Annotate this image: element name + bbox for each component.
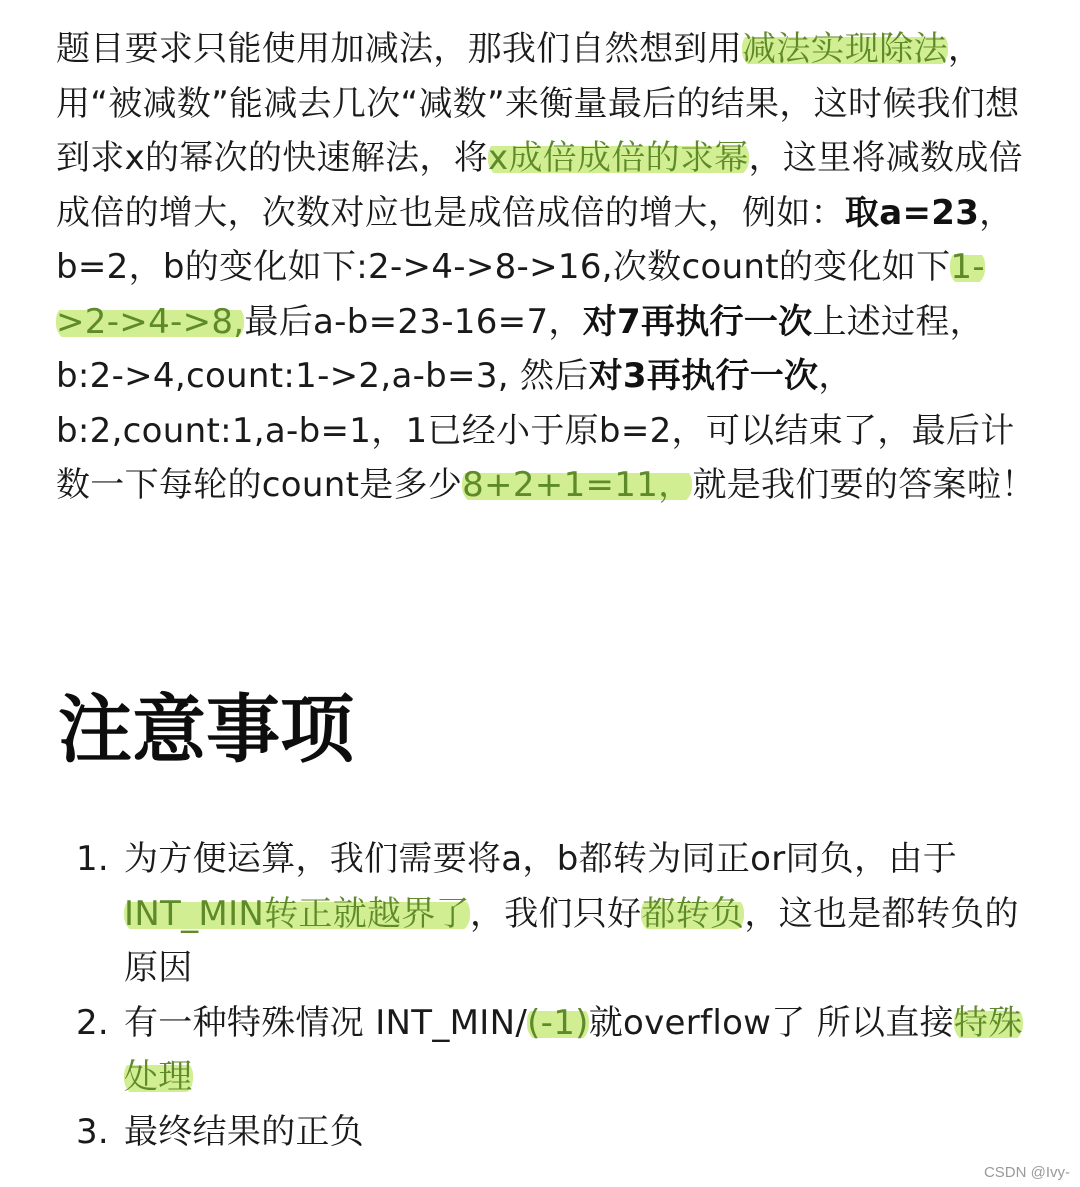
watermark: CSDN @Ivy-: [983, 1164, 1070, 1181]
list-item: [56, 1105, 1046, 1160]
list-number: 2.: [76, 1002, 110, 1043]
highlight-total-count: 8+2+1=11，: [462, 465, 693, 505]
text-segment: ，b=2，b的变化如下:2->4->8->16,次数count的变化如下: [56, 192, 1014, 287]
list-text: ，这也是都转负的原因: [124, 893, 1019, 988]
text-segment: ，用“被减数”能减去几次“减数”来衡量最后的结果，这时候我们想到求x的幂次的快速解法，将: [56, 29, 1020, 178]
bold-repeat-7: 对7再执行一次: [582, 301, 813, 342]
notes-list: [56, 832, 1046, 1159]
list-number: 3.: [76, 1111, 110, 1152]
highlight-all-negative: 都转负: [641, 893, 745, 934]
highlight-int-min-overflow: INT_MIN转正就越界了: [124, 893, 470, 934]
text-segment: ，这里将减数成倍成倍的增大，次数对应也是成倍成倍的增大，例如：: [56, 138, 1023, 233]
list-text: ，我们只好: [469, 893, 642, 934]
list-number: 1.: [76, 839, 110, 879]
highlight-special-handling: 特殊处理: [124, 1002, 1023, 1097]
explanation-paragraph: [56, 22, 1041, 513]
section-heading: 注意事项: [58, 687, 354, 773]
list-text: 最终结果的正负: [124, 1111, 365, 1152]
text-segment: 就是我们要的答案啦！: [692, 465, 1036, 505]
highlight-minus-one: (-1): [527, 1002, 589, 1043]
text-segment: 上述过程，b:2->4,count:1->2,a-b=3, 然后: [56, 301, 984, 396]
bold-example-a: 取a=23: [844, 192, 980, 233]
text-segment: 题目要求只能使用加减法，那我们自然想到用: [56, 29, 742, 69]
list-item: [56, 996, 1046, 1105]
list-text: 就overflow了 所以直接: [588, 1002, 954, 1043]
text-segment: ，b:2,count:1,a-b=1，1已经小于原b=2，可以结束了，最后计数一下每轮的count是多少: [56, 356, 1015, 505]
highlight-subtraction-as-division: 减法实现除法: [742, 29, 948, 69]
highlight-count-sequence: 1->2->4->8,: [56, 247, 985, 342]
list-text: 为方便运算，我们需要将a，b都转为同正or同负，由于: [124, 839, 957, 879]
list-item: [56, 832, 1046, 996]
bold-repeat-3: 对3再执行一次: [588, 356, 819, 396]
list-text: 有一种特殊情况 INT_MIN/: [124, 1002, 528, 1043]
highlight-power-doubling: x成倍成倍的求幂: [488, 138, 749, 178]
text-segment: 最后a-b=23-16=7，: [244, 301, 583, 342]
